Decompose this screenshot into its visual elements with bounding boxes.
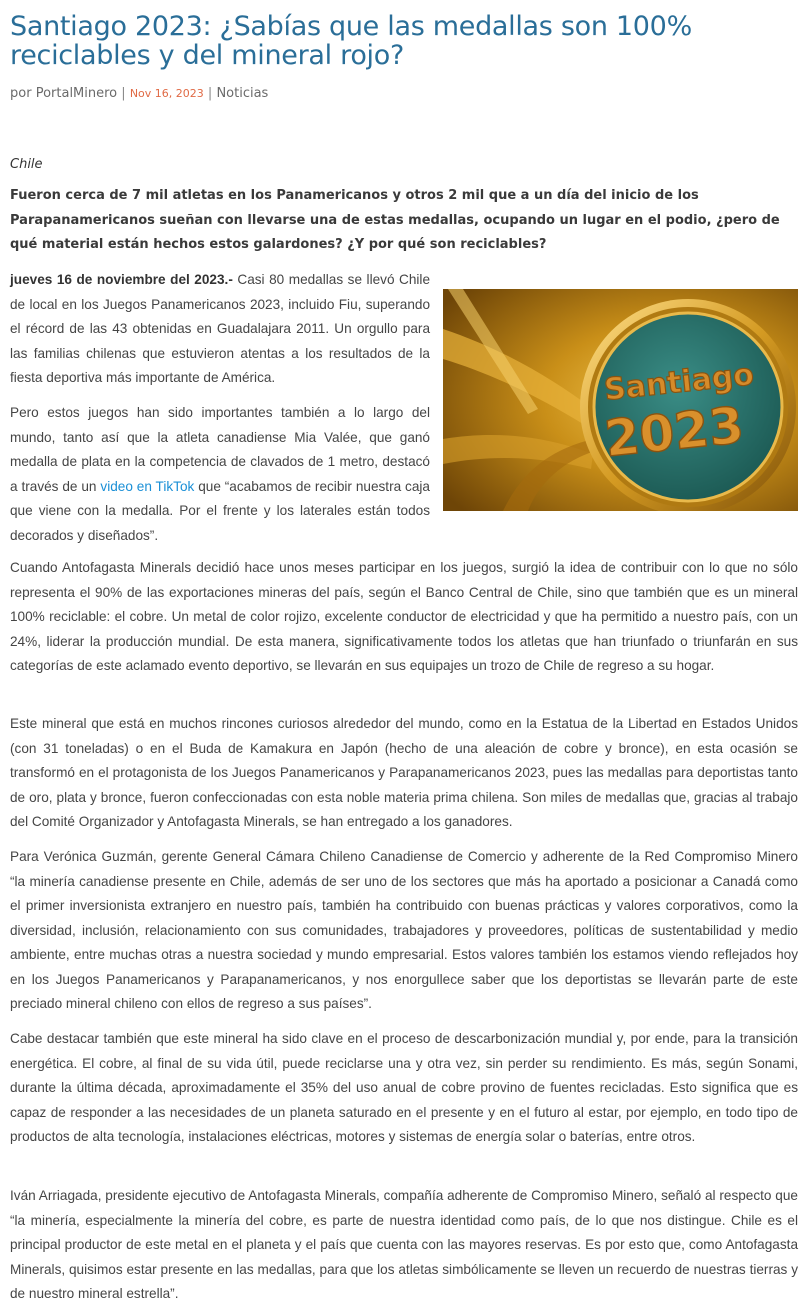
article-lead: Fueron cerca de 7 mil atletas en los Panamericanos y otros 2 mil que a un día del inicio de los Parapanamericanos sueñan con llevarse una de estas medallas, ocupando un lugar en el podio, ¿pero de qué material están hechos estos galardones? ¿Y por qué son reciclables? [10, 188, 780, 252]
dateline: jueves 16 de noviembre del 2023.- [10, 272, 233, 287]
category-link[interactable]: Noticias [216, 86, 269, 101]
medal-text-line1: Santiago [602, 357, 756, 408]
medal-text-line2: 2023 [601, 395, 747, 469]
tiktok-video-link[interactable]: video en TikTok [100, 478, 195, 494]
paragraph-4: Este mineral que está en muchos rincones curiosos alrededor del mundo, como en la Estatua de la Libertad en Estados Unidos (con 31 toneladas) o en el Buda de Kamakura en Japón (hecho de una aleación de cobre y bronce), en esta ocasión se transformó en el protagonista de los Juegos Panamericanos y Parapanamericanos 2023, pues las medallas para deportistas tanto de oro, plata y bronce, fueron confeccionadas con esta noble materia prima chilena. Son miles de medallas que, gracias al trabajo del Comité Organizador y Antofagasta Minerals, se han entregado a los ganadores. [10, 716, 798, 829]
paragraph-5: Para Verónica Guzmán, gerente General Cámara Chileno Canadiense de Comercio y adherente de la Red Compromiso Minero “la minería canadiense presente en Chile, además de ser uno de los sectores que más ha aportado a posicionar a Canadá como el primer inversionista extranjero en nuestro país, también ha contribuido con buenas prácticas y valores corporativos, como la diversidad, inclusión, relacionamiento con sus comunidades, trabajadores y proveedores, políticas de sustentabilidad y medio ambiente, entre muchas otras a nuestra sociedad y mundo empresarial. Estos valores también los estamos viendo reflejados hoy en los Juegos Panamericanos y Parapanamericanos, y nos enorgullece saber que los deportistas se llevarán parte de este preciado mineral chileno con ellos de regreso a sus países”. [10, 849, 798, 1011]
meta-separator: | [121, 86, 126, 101]
paragraph-3: Cuando Antofagasta Minerals decidió hace unos meses participar en los juegos, surgió la idea de contribuir con lo que no sólo representa el 90% de las exportaciones mineras del país, según el Banco Central de Chile, sino que también que es un mineral 100% reciclable: el cobre. Un metal de color rojizo, excelente conductor de electricidad y que ha permitido a nuestro país, con un 24%, liderar la producción mundial. De esta manera, significativamente todos los atletas que han triunfado o triunfarán en sus categorías de este aclamado evento deportivo, se llevarán en sus equipajes un trozo de Chile de regreso a su hogar. [10, 560, 798, 673]
article-region: Chile [10, 157, 43, 172]
paragraph-2-text-before: Pero estos juegos han sido importantes también a lo largo del mundo, tanto así que la atleta canadiense Mia Valée, que ganó medalla de plata en la competencia de clavados de 1 metro, destacó a través de un [10, 405, 430, 494]
paragraph-2 [10, 401, 430, 548]
article-title: Santiago 2023: ¿Sabías que las medallas son 100% reciclables y del mineral rojo? [10, 11, 692, 71]
meta-separator: | [207, 86, 213, 101]
paragraph-1 [10, 268, 430, 391]
paragraph-7: Iván Arriagada, presidente ejecutivo de Antofagasta Minerals, compañía adherente de Compromiso Minero, señaló al respecto que “la minería, especialmente la minería del cobre, es parte de nuestra identidad como país, de lo que nos distingue. Chile es el principal productor de este metal en el planeta y el país que cuenta con las mayores reservas. Es por esto que, como Antofagasta Minerals, quisimos estar presente en las medallas, para que los atletas simbólicamente se lleven un recuerdo de nuestras tierras y de nuestro mineral estrella”. [10, 1188, 798, 1301]
post-date: Nov 16, 2023 [129, 87, 204, 100]
meta-prefix: por [10, 86, 32, 101]
paragraph-6: Cabe destacar también que este mineral ha sido clave en el proceso de descarbonización mundial y, por ende, para la transición energética. El cobre, al final de su vida útil, puede reciclarse una y otra vez, sin perder su rendimiento. Es más, según Sonami, durante la última década, aproximadamente el 35% del uso anual de cobre provino de fuentes recicladas. Esto significa que es capaz de responder a las necesidades de un planeta saturado en el presente y en el futuro al estar, por ejemplo, en todo tipo de productos de alta tecnología, instalaciones eléctricas, motores y sistemas de energía solar o baterías, entre otros. [10, 1031, 798, 1144]
author-link[interactable]: PortalMinero [35, 86, 118, 101]
post-meta [10, 86, 268, 101]
paragraph-2-text-after: que “acabamos de recibir nuestra caja que viene con la medalla. Por el frente y los laterales están todos decorados y diseñados”. [10, 478, 430, 543]
paragraph-1-text: Casi 80 medallas se llevó Chile de local en los Juegos Panamericanos 2023, incluido Fiu, superando el récord de las 43 obtenidas en Guadalajara 2011. Un orgullo para las familias chilenas que estuvieron atentas a los resultados de la fiesta deportiva más importante de América. [10, 272, 431, 385]
medal-image [443, 289, 798, 511]
